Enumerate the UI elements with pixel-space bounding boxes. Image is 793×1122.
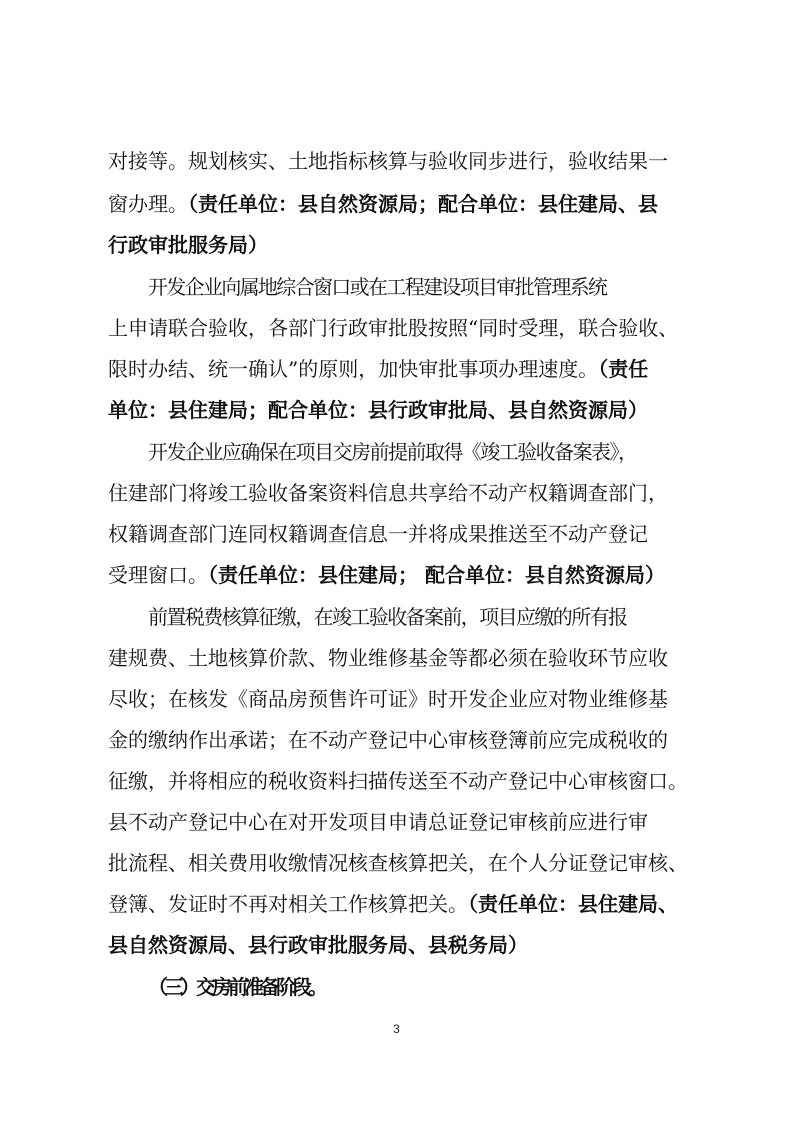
text-line: 批流程、相关费用收缴情况核查核算把关，在个人分证登记审核、 <box>108 851 688 875</box>
text-line: 尽收；在核发《商品房预售许可证》时开发企业应对物业维修基 <box>108 687 668 711</box>
text-line: 对接等。规划核实、土地指标核算与验收同步进行，验收结果一 <box>108 149 668 173</box>
text-line <box>108 398 693 422</box>
responsibility-note: 县自然资源局、县行政审批服务局、县税务局） <box>108 933 528 957</box>
paragraph-first-line: 开发企业应确保在项目交房前提前取得《竣工验收备案表》， <box>148 440 637 464</box>
text-line: 住建部门将竣工验收备案资料信息共享给不动产权籍调查部门， <box>108 481 668 505</box>
page-number: 3 <box>393 1022 400 1036</box>
responsibility-note: 行政审批服务局） <box>108 233 268 257</box>
responsibility-note: （责任单位：县住建局、 <box>468 892 678 916</box>
text-line: 权籍调查部门连同权籍调查信息一并将成果推送至不动产登记 <box>108 522 648 546</box>
text-line: 金的缴纳作出承诺；在不动产登记中心审核登簿前应完成税收的 <box>108 728 668 752</box>
text-line: 窗办理。（责任单位：县自然资源局；配合单位：县住建局、县 <box>108 192 658 216</box>
text-line: 受理窗口。（责任单位：县住建局； 配合单位：县自然资源局） <box>108 563 665 587</box>
responsibility-note: 单位：县住建局；配合单位：县行政审批局、县自然资源局） <box>108 398 648 422</box>
text-line: 上申请联合验收，各部门行政审批股按照“同时受理，联合验收、 <box>108 316 679 340</box>
text-line <box>108 233 693 257</box>
section-heading: （三）交房前准备阶段。 <box>148 975 324 999</box>
paragraph-first-line: 开发企业向属地综合窗口或在工程建设项目审批管理系统 <box>148 275 607 299</box>
responsibility-note: （责任单位：县自然资源局；配合单位：县住建局、县 <box>188 192 658 216</box>
paragraph-first-line: 前置税费核算征缴，在竣工验收备案前，项目应缴的所有报 <box>148 605 627 629</box>
responsibility-note: （责任 <box>598 357 649 381</box>
text-line: 县不动产登记中心在对开发项目申请总证登记审核前应进行审 <box>108 810 648 834</box>
text-line: 建规费、土地核算价款、物业维修基金等都必须在验收环节应收 <box>108 646 668 670</box>
responsibility-note: （责任单位：县住建局； 配合单位：县自然资源局） <box>208 563 665 587</box>
text-line: 登簿、发证时不再对相关工作核算把关。（责任单位：县住建局、 <box>108 892 678 916</box>
text-line <box>108 933 693 957</box>
text-line: 征缴，并将相应的税收资料扫描传送至不动产登记中心审核窗口。 <box>108 769 688 793</box>
text-line: 限时办结、统一确认”的原则，加快审批事项办理速度。（责任 <box>108 357 649 381</box>
